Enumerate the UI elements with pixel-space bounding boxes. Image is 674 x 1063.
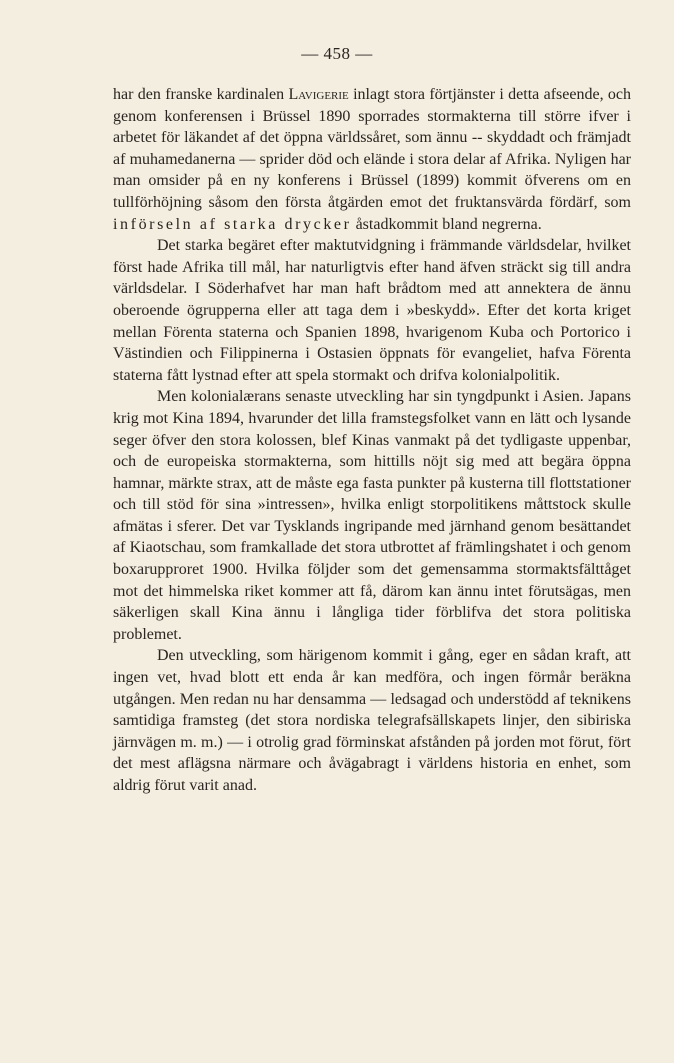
paragraph-4 (113, 645, 631, 796)
spaced-emphasis: införseln af starka drycker (113, 215, 352, 233)
text-segment: Men kolonialærans senaste utveckling har sin tyngdpunkt i Asien. Japans krig mot Kina 1894, hvarunder det lilla framstegsfolket vann en lätt och lysande seger öfver den stora kolossen, blef Kinas vanmakt på det tydligaste uppenbar, och de europeiska stormakterna, som hittills nöjt sig med att begära öppna hamnar, märkte strax, att de måste ega fasta punkter på kusterna till flottstationer och till stöd för sina »intressen», hvilka enligt storpolitikens måttstock skulle afmätas i sferer. Det var Tysklands ingripande med järnhand genom besättandet af Kiaotschau, som framkallade det stora utbrottet af främlingshatet i och genom boxarupproret 1900. Hvilka följder som det gemensamma stormaktsfälttåget mot det himmelska riket kommer att få, därom kan ännu intet förutsägas, men säkerligen skall Kina ännu i långliga tider förblifva det stora politiska problemet. (113, 388, 631, 643)
body-text (113, 84, 631, 797)
text-segment: Det starka begäret efter maktutvidgning i främmande världsdelar, hvilket först hade Afrika till mål, har naturligtvis efter hand äfven sträckt sig till andra världsdelar. I Söderhafvet har man haft brådtom med att annektera de ännu oberoende ögrupperna eller att taga dem i »beskydd». Efter det korta kriget mellan Förenta staterna och Spanien 1898, hvarigenom Kuba och Portorico i Västindien och Filippinerna i Ostasien öppnats för evangeliet, hafva Förenta staterna fått lystnad efter att spela stormakt och drifva kolonialpolitik. (113, 237, 631, 384)
text-segment: Den utveckling, som härigenom kommit i gång, eger en sådan kraft, att ingen vet, hvad blott ett enda år kan medföra, och ingen förmår beräkna utgången. Men redan nu har densamma — ledsagad och understödd af teknikens samtidiga framsteg (det stora nordiska telegrafsällskapets linjer, den sibiriska järnvägen m. m.) — i otrolig grad förminskat afstånden på jorden mot förut, fört det mest aflägsna närmare och åvägabragt i världens historia en enhet, som aldrig förut varit anad. (113, 647, 631, 794)
paragraph-3 (113, 386, 631, 645)
small-caps-name: Lavigerie (288, 86, 349, 103)
text-segment: åstadkommit bland negrerna. (351, 215, 542, 233)
paragraph-1 (113, 84, 631, 235)
text-segment: inlagt stora förtjänster i detta afseende, och genom konferensen i Brüssel 1890 sporrades stormakterna till större ifver i arbetet för läkandet af det öppna världssåret, som ännu -- skyddadt och främjadt af muhamedanerna — sprider död och elände i stora delar af Afrika. Nyligen har man omsider på en ny konferens i Brüssel (1899) kommit öfverens om en tullförhöjning såsom den första åtgärden emot det fruktansvärda fördärf, som (113, 86, 632, 211)
text-segment: har den franske kardinalen (113, 86, 289, 103)
paragraph-2 (113, 235, 631, 386)
page-number: — 458 — (301, 44, 373, 63)
